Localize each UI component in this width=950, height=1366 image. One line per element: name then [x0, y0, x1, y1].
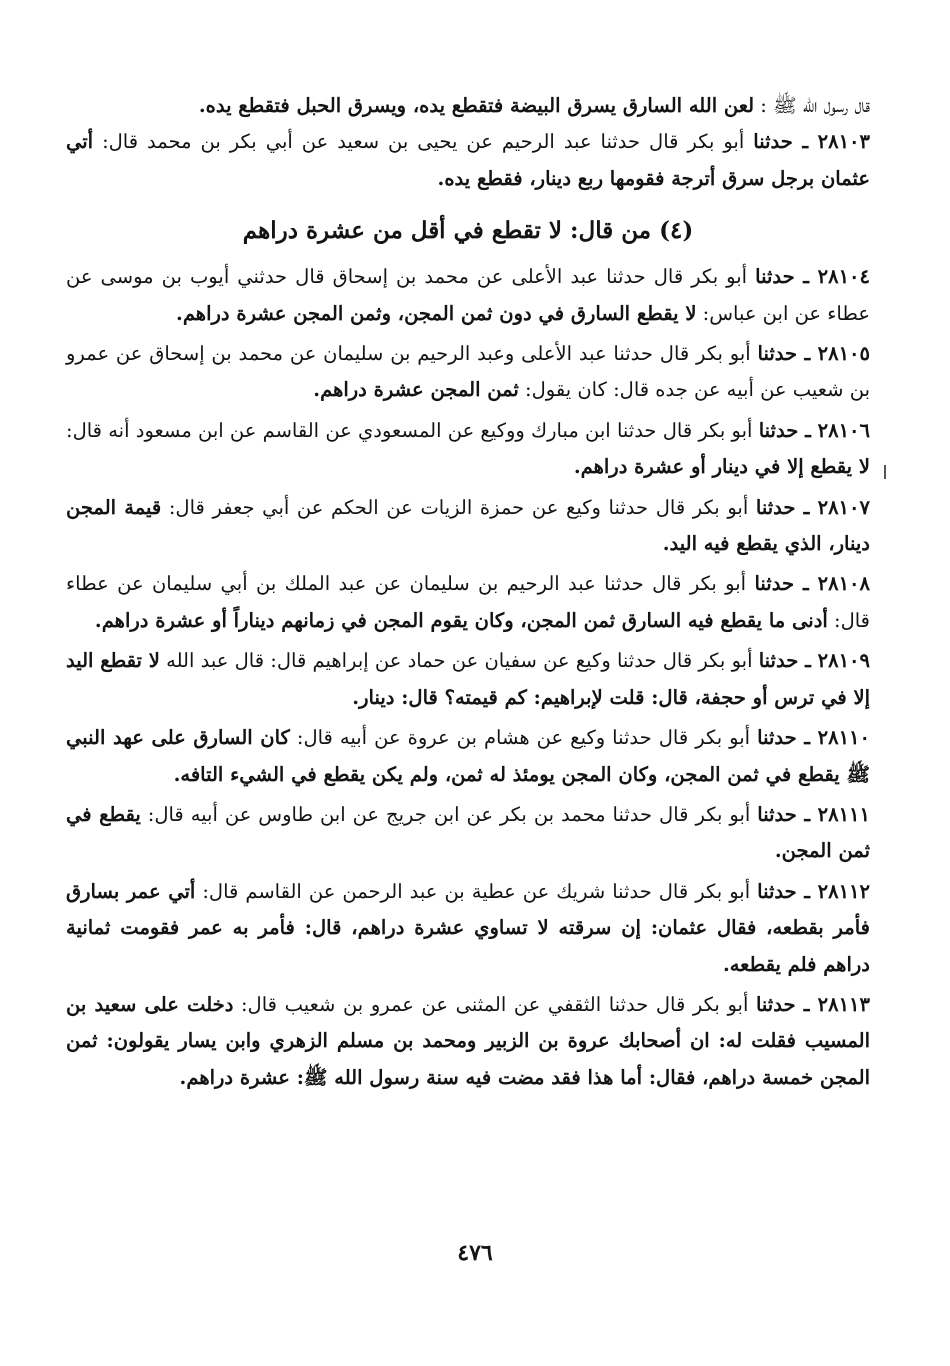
hadith-number: ٢٨١٠٩: [817, 649, 870, 673]
hadith-separator: ـ: [796, 879, 818, 903]
hadith-haddathana: حدثنا: [757, 726, 797, 750]
hadith-haddathana: حدثنا: [757, 342, 798, 366]
hadith-entry-28106: [66, 413, 870, 486]
hadith-matn: أتي عثمان برجل سرق أترجة فقومها ربع دينار، فقطع يده.: [66, 130, 870, 190]
hadith-number: ٢٨١٠٦: [817, 418, 870, 442]
hadith-number: ٢٨١٠٣: [817, 130, 870, 154]
hadith-haddathana: حدثنا: [755, 265, 795, 289]
hadith-separator: ـ: [795, 992, 818, 1016]
hadith-isnad: أبو بكر قال حدثنا الثقفي عن المثنى عن عمرو بن شعيب قال:: [233, 992, 756, 1016]
hadith-entry-28113: [66, 987, 870, 1096]
hadith-matn: قيمة المجن دينار، الذي يقطع فيه اليد.: [66, 495, 870, 556]
hadith-entry-28112: [66, 874, 870, 983]
hadith-entry-28108: [66, 566, 870, 639]
hadith-number: ٢٨١٠٨: [817, 572, 871, 596]
hadith-isnad: أبو بكر قال حدثنا محمد بن بكر عن ابن جريج عن ابن طاوس عن أبيه قال:: [140, 802, 758, 826]
hadith-matn: ثمن المجن عشرة دراهم.: [313, 378, 519, 402]
hadith-isnad: أبو بكر قال حدثنا وكيع عن حمزة الزيات عن الحكم عن أبي جعفر قال:: [161, 495, 756, 519]
hadith-matn: يقطع في ثمن المجن.: [66, 802, 870, 863]
hadith-isnad: أبو بكر قال حدثنا عبد الرحيم بن سليمان عن عبد الملك بن أبي سليمان عن عطاء قال:: [66, 572, 870, 632]
hadith-matn: لا يقطع إلا في دينار أو عشرة دراهم.: [573, 455, 870, 479]
hadith-separator: ـ: [794, 265, 818, 289]
hadith-haddathana: حدثنا: [757, 802, 797, 826]
hadith-haddathana: حدثنا: [755, 495, 796, 519]
page-number: ٤٧٦: [457, 1240, 493, 1266]
chapter-heading: (٤) من قال: لا تقطع في أقل من عشرة دراهم: [242, 217, 694, 245]
continuation-paragraph: [66, 88, 870, 124]
hadith-isnad: أبو بكر قال حدثنا ابن مبارك ووكيع عن المسعودي عن القاسم عن ابن مسعود أنه قال:: [66, 418, 759, 442]
hadith-isnad: أبو بكر قال حدثنا عبد الأعلى عن محمد بن إسحاق قال حدثني أيوب بن موسى عن عطاء عن ابن عباس:: [66, 265, 870, 325]
hadith-number: ٢٨١٠٥: [817, 342, 870, 366]
hadith-number: ٢٨١١٢: [817, 879, 870, 903]
hadith-matn: لا تقطع اليد إلا في ترس أو حجفة، قال: قلت لإبراهيم: كم قيمته؟ قال: دينار.: [66, 649, 870, 709]
continuation-lead: قال رسول الله ﷺ :: [754, 94, 870, 117]
hadith-number: ٢٨١١٠: [817, 726, 871, 750]
hadith-entry-28110: [66, 720, 870, 793]
hadith-separator: ـ: [798, 418, 818, 442]
hadith-entry-28111: [66, 797, 870, 870]
hadith-isnad: أبو بكر قال حدثنا عبد الأعلى وعبد الرحيم بن سليمان عن محمد بن إسحاق عن عمرو بن شعيب عن أبيه عن جده قال: كان يقول:: [66, 342, 870, 402]
hadith-haddathana: حدثنا: [755, 992, 796, 1016]
hadith-matn: أدنى ما يقطع فيه السارق ثمن المجن، وكان يقوم المجن في زمانهم ديناراً أو عشرة دراهم.: [94, 608, 828, 632]
hadith-separator: ـ: [796, 802, 818, 826]
hadith-matn: دخلت على سعيد بن المسيب فقلت له: ان أصحابك عروة بن الزبير ومحمد بن مسلم الزهري وابن يسار يقولون: ثمن المجن خمسة دراهم، فقال: أما هذا فقد مضت فيه سنة رسول الله ﷺ: عشرة دراهم.: [66, 992, 870, 1089]
hadith-number: ٢٨١١٣: [817, 992, 870, 1016]
hadith-separator: ـ: [798, 649, 818, 673]
hadith-entry-28104: [66, 259, 870, 332]
hadith-isnad: أبو بكر قال حدثنا وكيع عن سفيان عن حماد عن إبراهيم قال: قال عبد الله: [159, 649, 759, 673]
hadith-separator: ـ: [795, 495, 818, 519]
hadith-number: ٢٨١٠٧: [817, 495, 870, 519]
hadith-entry-28107: [66, 490, 870, 563]
hadith-separator: ـ: [796, 726, 818, 750]
margin-mark: [884, 465, 886, 479]
hadith-haddathana: حدثنا: [758, 418, 799, 442]
hadith-entry-28109: [66, 643, 870, 716]
hadith-matn: أتي عمر بسارق فأمر بقطعه، فقال عثمان: إن سرقته لا تساوي عشرة دراهم، قال: فأمر به عمر فقومت ثمانية دراهم فلم يقطعه.: [66, 879, 870, 976]
continuation-matn: لعن الله السارق يسرق البيضة فتقطع يده، ويسرق الحبل فتقطع يده.: [198, 94, 755, 117]
hadith-isnad: أبو بكر قال حدثنا وكيع عن هشام بن عروة عن أبيه قال:: [289, 726, 758, 750]
hadith-separator: ـ: [792, 130, 818, 154]
hadith-haddathana: حدثنا: [753, 130, 793, 154]
hadith-separator: ـ: [794, 572, 818, 596]
page-body: [66, 88, 870, 1100]
hadith-matn: كان السارق على عهد النبي ﷺ يقطع في ثمن المجن، وكان المجن يومئذ له ثمن، ولم يكن يقطع في الشيء التافه.: [66, 726, 870, 786]
hadith-entry-28105: [66, 336, 870, 409]
hadith-isnad: أبو بكر قال حدثنا شريك عن عطية بن عبد الرحمن عن القاسم قال:: [195, 879, 758, 903]
hadith-matn: لا يقطع السارق في دون ثمن المجن، وثمن المجن عشرة دراهم.: [176, 301, 697, 325]
hadith-haddathana: حدثنا: [758, 649, 799, 673]
hadith-number: ٢٨١٠٤: [817, 265, 871, 289]
hadith-isnad: أبو بكر قال حدثنا عبد الرحيم عن يحيى بن سعيد عن أبي بكر بن محمد قال:: [93, 130, 754, 154]
hadith-entry-28103: [66, 124, 870, 197]
hadith-number: ٢٨١١١: [817, 802, 870, 826]
hadith-haddathana: حدثنا: [757, 879, 797, 903]
hadith-separator: ـ: [797, 342, 818, 366]
hadith-haddathana: حدثنا: [754, 572, 795, 596]
